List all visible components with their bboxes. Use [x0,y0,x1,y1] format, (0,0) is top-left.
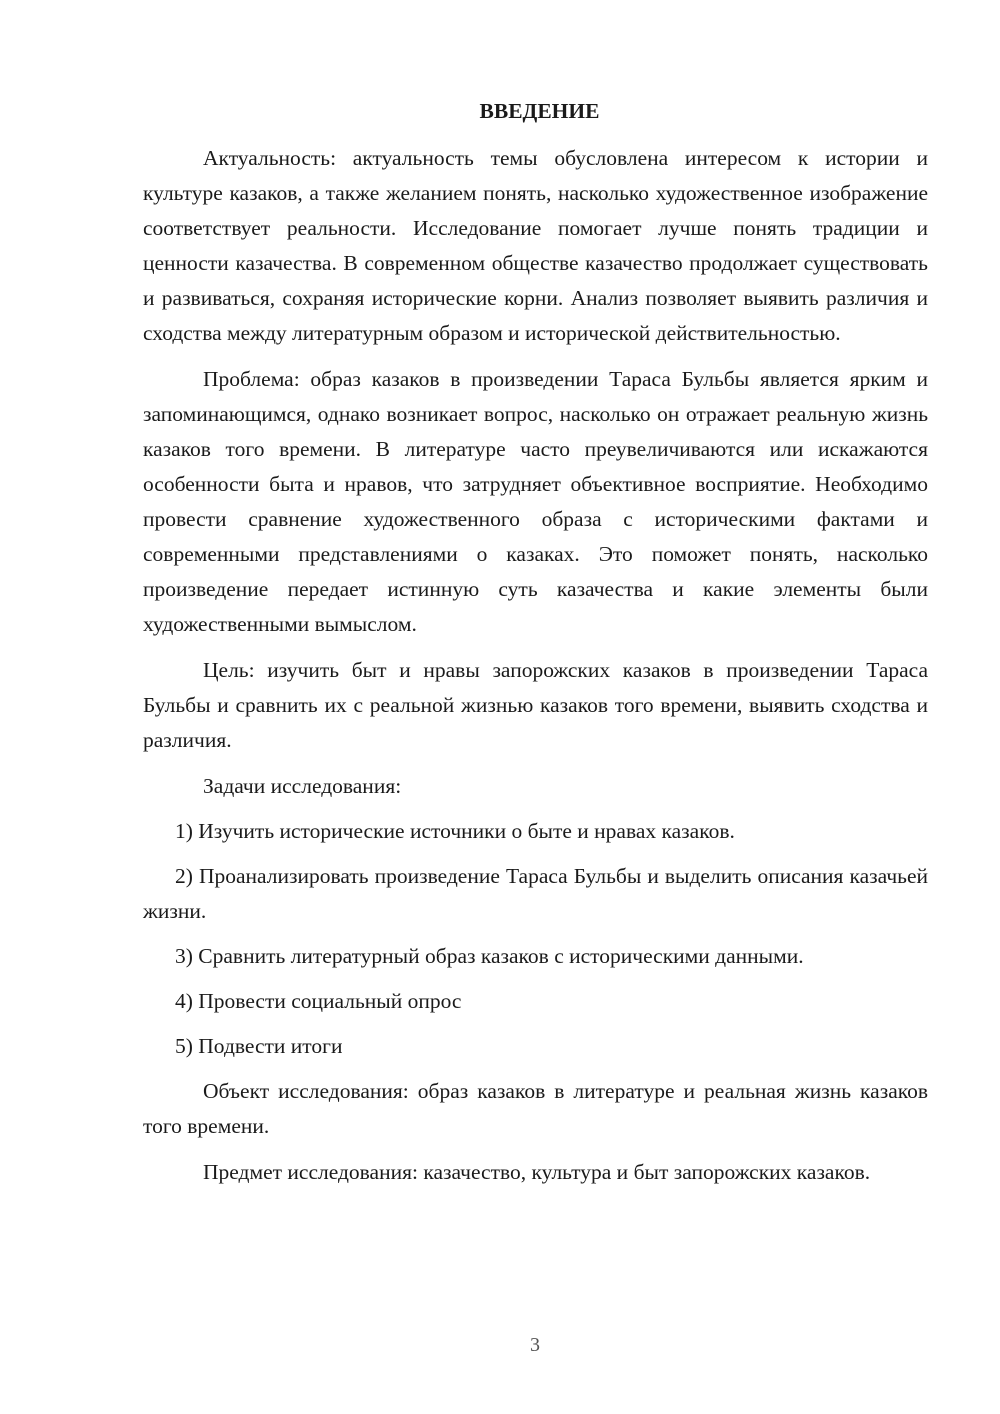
object-paragraph: Объект исследования: образ казаков в литературе и реальная жизнь казаков того времени. [143,1079,928,1138]
task-item: 3) Сравнить литературный образ казаков с историческими данными. [175,944,804,968]
task-item: 4) Провести социальный опрос [175,989,462,1013]
goal-paragraph: Цель: изучить быт и нравы запорожских казаков в произведении Тараса Бульбы и сравнить их с реальной жизнью казаков того времени, выявить сходства и различия. [143,658,928,752]
relevance-paragraph: Актуальность: актуальность темы обусловлена интересом к истории и культуре казаков, а также желанием понять, насколько художественное изображение соответствует реальности. Исследование помогает лучше понять традиции и ценности казачества. В современном обществе казачество продолжает существовать и развиваться, сохраняя исторические корни. Анализ позволяет выявить различия и сходства между литературным образом и исторической действительностью. [143,146,928,345]
problem-paragraph: Проблема: образ казаков в произведении Тараса Бульбы является ярким и запоминающимся, однако возникает вопрос, насколько он отражает реальную жизнь казаков того времени. В литературе часто преувеличиваются или искажаются особенности быта и нравов, что затрудняет объективное восприятие. Необходимо провести сравнение художественного образа с историческими фактами и современными представлениями о казаках. Это поможет понять, насколько произведение передает истинную суть казачества и какие элементы были художественными вымыслом. [143,367,928,636]
page-content [143,94,928,1201]
page-number: 3 [530,1334,540,1356]
tasks-heading: Задачи исследования: [203,774,402,798]
section-title: ВВЕДЕНИЕ [479,99,600,123]
subject-paragraph: Предмет исследования: казачество, культура и быт запорожских казаков. [203,1160,871,1184]
task-item: 5) Подвести итоги [175,1034,343,1058]
task-item: 2) Проанализировать произведение Тараса Бульбы и выделить описания казачьей жизни. [143,864,928,923]
task-item: 1) Изучить исторические источники о быте и нравах казаков. [175,819,735,843]
